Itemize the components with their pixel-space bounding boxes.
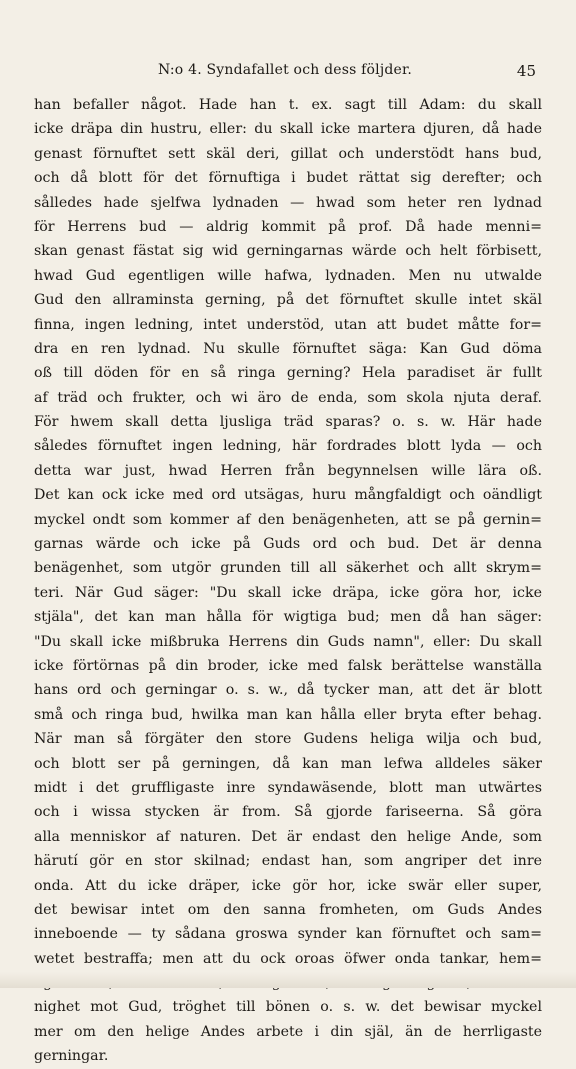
text-line: gerningar. [34,1048,109,1065]
text-line: och i wissa stycken är from. Så gjorde fariseerna. Så göra [34,804,542,821]
text-line: härutí gör en stor skilnad; endast han, som angriper det inre [34,853,542,870]
text-line: genast förnuftet sett skäl deri, gillat och understödt hans bud, [34,145,542,162]
page-edge-shadow [0,972,576,988]
text-line: midt i det gruffligaste inre syndawäsende, blott man utwärtes [34,779,542,796]
text-line: finna, ingen ledning, intet understöd, utan att budet måtte for= [34,316,542,333]
text-line: "Du skall icke mißbruka Herrens din Guds namn", eller: Du skall [34,633,542,650]
text-line: dra en ren lydnad. Nu skulle förnuftet säga: Kan Gud döma [34,340,542,357]
text-line: af träd och frukter, och wi äro de enda, som skola njuta deraf. [34,389,542,406]
text-line: alla menniskor af naturen. Det är endast den helige Ande, som [34,828,542,845]
text-line: det bewisar intet om den sanna fromheten, om Guds Andes [34,901,542,918]
text-line: hans ord och gerningar o. s. w., då tycker man, att det är blott [34,682,542,699]
text-line: han befaller något. Hade han t. ex. sagt till Adam: du skall [34,97,542,113]
text-line: Det kan ock icke med ord utsägas, huru mångfaldigt och oändligt [34,487,542,504]
running-header [34,62,536,84]
text-line: För hwem skall detta ljusliga träd sparas? o. s. w. Här hade [34,414,542,431]
text-line: således förnuftet ingen ledning, här fordrades blott lyda — och [34,438,542,455]
page-number: 45 [516,62,536,80]
text-line: för Herrens bud — aldrig kommit på prof. Då hade menni= [34,218,542,235]
text-line: teri. När Gud säger: "Du skall icke dräpa, icke göra hor, icke [34,584,542,601]
text-line: icke dräpa din hustru, eller: du skall icke martera djuren, då hade [34,121,542,138]
text-line: hwad Gud egentligen wille hafwa, lydnaden. Men nu utwalde [34,267,542,284]
text-line: skan genast fästat sig wid gerningarnas wärde och helt förbisett, [34,243,542,260]
text-line: nighet mot Gud, tröghet till bönen o. s. w. det bewisar myckel [34,999,542,1016]
text-line: mer om den helige Andes arbete i din själ, än de herrligaste [34,1023,542,1040]
text-line: garnas wärde och icke på Guds ord och bud. Det är denna [34,536,542,553]
text-line: stjäla", det kan man hålla för wigtiga bud; men då han säger: [34,609,542,626]
text-line: onda. Att du icke dräper, icke gör hor, icke swär eller super, [34,877,542,894]
text-line: små och ringa bud, hwilka man kan hålla eller bryta efter behag. [34,706,542,723]
text-line: myckel ondt som kommer af den benägenheten, att se på gernin= [34,511,542,528]
text-line: Gud den allraminsta gerning, på det förnuftet skulle intet skäl [34,292,542,309]
text-line: och blott ser på gerningen, då kan man lefwa alldeles säker [34,755,542,772]
text-line: oß till döden för en så ringa gerning? Hela paradiset är fullt [34,365,542,382]
text-line: inneboende — ty sådana groswa synder kan förnuftet och sam= [34,926,542,943]
text-line: sålledes hade sjelfwa lydnaden — hwad som heter ren lydnad [34,194,542,211]
text-line: icke förtörnas på din broder, icke med falsk berättelse wanställa [34,657,542,674]
text-line: När man så förgäter den store Gudens heliga wilja och bud, [34,731,542,748]
chapter-title: N:o 4. Syndafallet och dess följder. [157,62,413,78]
text-line: och då blott för det förnuftiga i budet rättat sig derefter; och [34,170,542,187]
text-line: detta war just, hwad Herren från begynnelsen wille lära oß. [34,462,542,479]
text-line: benägenhet, som utgör grunden till all säkerhet och allt skrym= [34,560,542,577]
body-text [34,93,542,1069]
text-line: wetet bestraffa; men att du ock oroas öfwer onda tankar, hem= [34,950,542,967]
